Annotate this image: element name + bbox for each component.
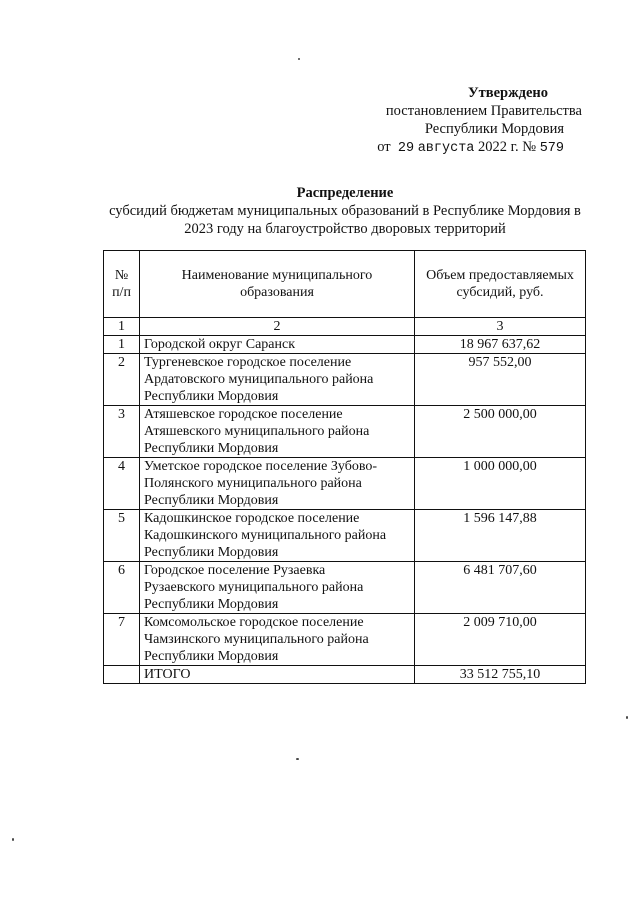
header-name-line-1: Наименование муниципального — [181, 268, 373, 283]
row-name — [140, 354, 415, 406]
row-name — [140, 458, 415, 510]
row-amount: 2 009 710,00 — [415, 614, 586, 666]
total-label: ИТОГО — [140, 666, 415, 684]
scan-speck — [298, 58, 300, 60]
header-number-line-1: № — [114, 268, 129, 283]
row-name-line: Уметское городское поселение Зубово- — [144, 459, 378, 474]
approval-number-sign: № — [522, 139, 537, 155]
header-number-line-2: п/п — [112, 285, 131, 300]
table-row — [104, 510, 586, 562]
approval-date-prefix: от — [377, 139, 391, 155]
row-name-line: Городской округ Саранск — [144, 337, 296, 352]
row-name-line: Республики Мордовия — [144, 649, 279, 664]
row-name-line: Кадошкинского муниципального района — [144, 528, 387, 543]
row-name-line: Республики Мордовия — [144, 545, 279, 560]
total-amount: 33 512 755,10 — [415, 666, 586, 684]
header-amount-line-1: Объем предоставляемых — [426, 268, 574, 283]
row-number: 7 — [104, 614, 140, 666]
column-number-cell: 1 — [104, 318, 140, 336]
row-number: 3 — [104, 406, 140, 458]
header-amount-line-2: субсидий, руб. — [456, 285, 544, 300]
row-name-line: Ардатовского муниципального района — [144, 372, 374, 387]
row-name-line: Республики Мордовия — [144, 389, 279, 404]
document-subtitle-line-1: субсидий бюджетам муниципальных образований в Республике Мордовия в — [109, 203, 581, 219]
table-row — [104, 406, 586, 458]
row-name-line: Атяшевское городское поселение — [144, 407, 343, 422]
row-name-line: Городское поселение Рузаевка — [144, 563, 326, 578]
header-amount — [415, 251, 586, 318]
row-number: 6 — [104, 562, 140, 614]
row-name — [140, 510, 415, 562]
table-row — [104, 336, 586, 354]
total-row — [104, 666, 586, 684]
row-amount: 1 000 000,00 — [415, 458, 586, 510]
row-name-line: Полянского муниципального района — [144, 476, 362, 491]
row-name — [140, 614, 415, 666]
approval-line-2: Республики Мордовия — [424, 121, 564, 137]
row-amount: 1 596 147,88 — [415, 510, 586, 562]
column-number-cell: 2 — [140, 318, 415, 336]
row-number: 1 — [104, 336, 140, 354]
column-number-row — [104, 318, 586, 336]
approval-stamp-block — [377, 84, 582, 158]
row-amount: 18 967 637,62 — [415, 336, 586, 354]
total-number-cell — [104, 666, 140, 684]
row-name-line: Кадошкинское городское поселение — [144, 511, 360, 526]
table-row — [104, 458, 586, 510]
row-name — [140, 336, 415, 354]
row-amount: 2 500 000,00 — [415, 406, 586, 458]
table-row — [104, 354, 586, 406]
header-name — [140, 251, 415, 318]
row-name-line: Рузаевского муниципального района — [144, 580, 364, 595]
approval-date-month: августа — [417, 141, 475, 156]
document-subtitle-line-2: 2023 году на благоустройство дворовых территорий — [184, 221, 506, 237]
document-title-block — [80, 184, 610, 238]
row-amount: 957 552,00 — [415, 354, 586, 406]
row-name-line: Чамзинского муниципального района — [144, 632, 369, 647]
row-name — [140, 562, 415, 614]
row-number: 5 — [104, 510, 140, 562]
row-name-line: Тургеневское городское поселение — [144, 355, 352, 370]
scan-speck — [296, 758, 299, 760]
approval-heading: Утверждено — [468, 85, 548, 101]
table-row — [104, 614, 586, 666]
table-row — [104, 562, 586, 614]
row-name — [140, 406, 415, 458]
approval-number: 579 — [539, 141, 564, 156]
row-number: 4 — [104, 458, 140, 510]
scan-speck — [12, 838, 14, 841]
approval-date-year: 2022 г. — [478, 139, 519, 155]
row-number: 2 — [104, 354, 140, 406]
row-name-line: Атяшевского муниципального района — [144, 424, 370, 439]
header-name-line-2: образования — [240, 285, 314, 300]
row-name-line: Республики Мордовия — [144, 441, 279, 456]
row-name-line: Комсомольское городское поселение — [144, 615, 364, 630]
row-name-line: Республики Мордовия — [144, 493, 279, 508]
document-title: Распределение — [296, 185, 394, 201]
table-header-row — [104, 251, 586, 318]
approval-line-1: постановлением Правительства — [385, 103, 582, 119]
approval-date-line — [377, 138, 564, 158]
scan-speck — [626, 716, 628, 719]
approval-date-day: 29 — [397, 141, 415, 156]
subsidy-distribution-table — [103, 250, 586, 684]
row-amount: 6 481 707,60 — [415, 562, 586, 614]
header-number — [104, 251, 140, 318]
row-name-line: Республики Мордовия — [144, 597, 279, 612]
column-number-cell: 3 — [415, 318, 586, 336]
